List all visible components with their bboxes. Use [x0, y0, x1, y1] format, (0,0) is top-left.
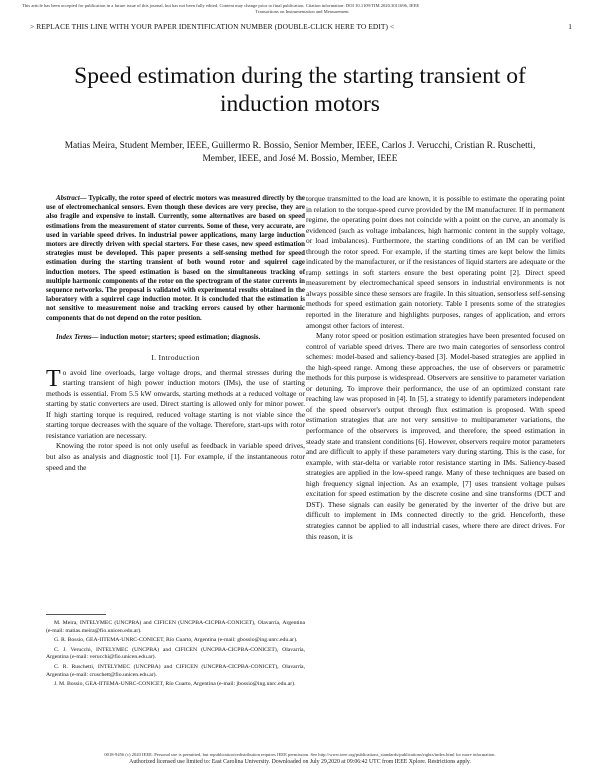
page-header: [30, 22, 572, 31]
paper-title: Speed estimation during the starting transient of induction motors: [74, 63, 526, 117]
intro-paragraph-1: [46, 365, 305, 442]
left-column: [46, 194, 305, 473]
footnote: J. M. Bossio, GEA-IITEMA-UNRC-CONICET, Río Cuarto, Argentina (e-mail: jbossio@ing.unrc.edu.ar).: [54, 681, 296, 688]
footnote: G. R. Bossio, GEA-IITEMA-UNRC-CONICET, Río Cuarto, Argentina (e-mail: gbossio@ing.unrc.edu.ar).: [54, 637, 298, 644]
copyright-line: 0018-9456 (c) 2020 IEEE. Personal use is permitted, but republication/redistribution requires IEEE permission. See http://www.ieee.org/publications_standards/publications/rights/index.html for more information.: [104, 752, 496, 757]
abstract-text: Typically, the rotor speed of electric motors was measured directly by the use of electromechanical sensors. Even though these devices are very precise, they are also fragile and expensive to install. Currently, some alternatives are based on speed estimations from the measurement of stator currents. Some of these, very accurate, are used in variable speed drives. In industrial power applications, many large induction motors are directly driven with special starters. For these cases, new speed estimation strategies must be developed. This paper presents a self-sensing method for speed estimation during the starting transient of both wound rotor and squirrel cage induction motors. The speed estimation is based on the simultaneous tracking of multiple harmonic components of the rotor on the spectrogram of the stator currents in sequence networks. The proposal is validated with experimental results obtained in the laboratory with a squirrel cage induction motor. It is concluded that the estimation is not sensitive to measurement noise and tracking errors caused by other harmonic components that do not depend on the rotor position.: [46, 195, 305, 322]
paper-id-placeholder[interactable]: > REPLACE THIS LINE WITH YOUR PAPER IDENTIFICATION NUMBER (DOUBLE-CLICK HERE TO EDIT) <: [30, 22, 395, 31]
footnote: C. R. Ruschetti, INTELYMEC (UNCPBA) and CIFICEN (UNCPBA-CICPBA-CONICET), Olavarría, Argentina (e-mail: cruschett@fio.unicen.edu.ar).: [46, 663, 305, 678]
body-paragraph-2: Many rotor speed or position estimation strategies have been presented focused on control of variable speed drives. There are two main categories of sensorless control schemes: model-based and saliency-based [3]. Model-based strategies are applied in the high-speed range. Among these approaches, the use of observers or parametric methods for this purpose is widespread. Observers are sensitive to parameter variation or detuning. To improve their performance, the use of an optimized constant rate reaching law was proposed in [4]. In [5], a strategy to identify parameters independent of the speed observer's output through flux estimation is proposed. With speed estimation strategies that are not very sensitive to multiparameter variations, the performance of the observers is improved, and therefore, the speed estimation in steady state and transient conditions [6]. However, observers require motor parameters and are difficult to apply if these parameters vary during starting. This is the case, for example, with star-delta or variable rotor resistance starting in IMs. Saliency-based strategies are applied in the low-speed range. Many of these techniques are based on high frequency signal injection. As an example, [7] uses transient voltage pulses excitation for speed estimation by the discrete cosine and sine transforms (DCT and DST). These signals can easily be generated by the inverter of the drive but are difficult to implement in IMs connected directly to the grid. Henceforth, these strategies cannot be applied to all industrial cases, where there are direct drives. For this reason, it is: [306, 331, 565, 541]
index-terms-text: induction motor; starters; speed estimation; diagnosis.: [98, 333, 261, 341]
license-line: Authorized licensed use limited to: East Carolina University. Downloaded on July 29,2020 at 09:06:42 UTC from IEEE Xplore. Restrictions apply.: [129, 759, 471, 765]
publication-notice-line1: This article has been accepted for publication in a future issue of this journal, but has not been fully edited. Content may change prior to final publication. Citation information: DOI 10.1109/TIM.2020.3011696, IEEE: [22, 3, 420, 8]
footnote: C. J. Verucchi, INTELYMEC (UNCPBA) and CIFICEN (UNCPBA-CICPBA-CONICET), Olavarría, Argentina (e-mail: verucchi@fio.unicen.edu.ar).: [46, 646, 305, 661]
author-footnotes: [46, 620, 305, 691]
page-number: 1: [568, 22, 572, 31]
copyright-notice: [0, 752, 600, 766]
body-paragraph-1: torque transmitted to the load are known, it is possible to estimate the operating point in relation to the torque-speed curve provided by the IM manufacturer. If in permanent regime, the operating point does not coincide with a point on the curve, an anomaly is evidenced (such as voltage imbalances, high harmonic content in the supply voltage, or load imbalances). Furthermore, the starting conditions of an IM can be verified through the rotor speed. For example, if the starting times are kept below the limits indicated by the manufacturer, or if the resistances of liquid starters are adequate or the ramp settings in soft starters ensure the best operating point [2]. Direct speed measurement by electromechanical speed sensors in industrial environments is not always possible since these sensors are fragile. In this situation, sensorless self-sensing methods for speed estimation gain notoriety. Table I presents some of the strategies reported in the literature and highlights purposes, ranges of application, and errors amongst other factors of interest.: [306, 194, 565, 330]
publication-notice-line2: Transactions on Instrumentation and Measurement: [255, 9, 349, 14]
intro-paragraph-2: Knowing the rotor speed is not only useful as feedback in variable speed drives, but also as analysis and diagnostic tool [1]. For example, if the instantaneous rotor speed and the: [46, 441, 305, 472]
intro-paragraph-1-text: o avoid line overloads, large voltage drops, and thermal stresses during the starting transient of high power induction motors (IMs), the use of starting methods is essential. From 5.5 kW onwards, starting methods at a reduced voltage or starting by static converters are used. Direct starting is allowed only for minor power. If high starting torque is required, reduced voltage starting is not viable since the starting torque decreases with the square of the voltage. Therefore, start-ups with rotor resistance variation are necessary.: [46, 367, 305, 440]
index-terms-label: Index Terms—: [56, 333, 99, 341]
footnote: M. Meira, INTELYMEC (UNCPBA) and CIFICEN (UNCPBA-CICPBA-CONICET), Olavarría, Argentina (e-mail: matias.meira@fio.unicen.edu.ar).: [46, 620, 305, 634]
footnote-rule: [46, 614, 106, 615]
abstract: [46, 194, 305, 323]
abstract-label: Abstract—: [56, 195, 87, 202]
index-terms: [46, 333, 305, 342]
section-heading: I. Introduction: [151, 353, 200, 363]
drop-cap: T: [46, 365, 61, 392]
publication-notice: [22, 3, 582, 15]
author-list: Matias Meira, Student Member, IEEE, Guillermo R. Bossio, Senior Member, IEEE, Carlos J. Verucchi, Cristian R. Ruschetti, Member, IEEE, and José M. Bossio, Member, IEEE: [64, 141, 536, 164]
right-column: [306, 194, 565, 542]
